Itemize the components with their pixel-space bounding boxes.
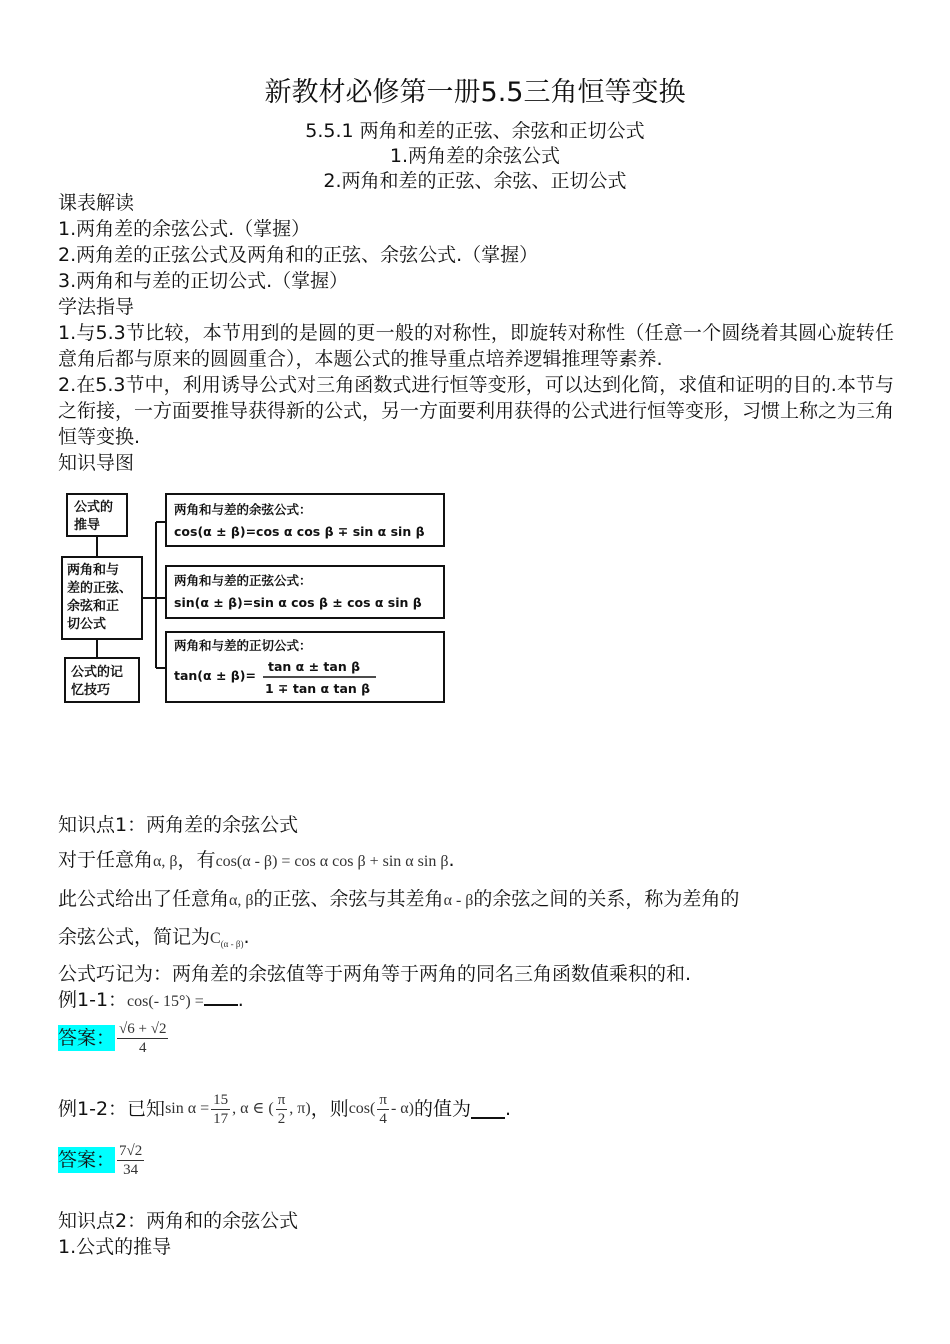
formulas-box-line: 差的正弦、 — [67, 581, 133, 596]
subsection-title-2: 2.两角和差的正弦、余弦、正切公式 — [323, 170, 627, 192]
section-subtitle: 5.5.1 两角和差的正弦、余弦和正切公式 — [305, 120, 645, 142]
formulas-box-line: 切公式 — [67, 617, 107, 632]
kp1-line-3: 余弦公式，简记为$C_{(\alpha - \beta)}$. — [58, 926, 250, 949]
tangent-formula-denominator: 1 ∓ tan α tan β — [265, 681, 371, 696]
study-guide-heading: 学法指导 — [58, 296, 135, 318]
answer-blank — [471, 1099, 505, 1119]
document-title: 新教材必修第一册5.5三角恒等变换 — [264, 77, 686, 108]
knowledge-map-diagram — [58, 488, 448, 708]
memory-tips-box-line: 忆技巧 — [71, 683, 111, 698]
tangent-formula-numerator: tan α ± tan β — [268, 659, 361, 674]
tangent-formula-title: 两角和与差的正切公式： — [174, 638, 312, 653]
curriculum-heading: 课表解读 — [58, 192, 135, 214]
curriculum-item: 3.两角和与差的正切公式.（掌握） — [58, 270, 349, 292]
curriculum-block — [58, 190, 894, 476]
curriculum-item: 1.两角差的余弦公式.（掌握） — [58, 218, 311, 240]
memory-tips-box-line: 公式的记 — [71, 665, 124, 680]
answer-fraction: $\frac{7√2}{34}$ — [119, 1142, 143, 1178]
subsection-title-1: 1.两角差的余弦公式 — [389, 145, 561, 167]
kp1-line-1: 对于任意角α, β，有cos(α - β) = cos α cos β + sin α sin β. — [58, 849, 455, 871]
answer-label: 答案： — [58, 1027, 116, 1049]
answer-blank — [204, 986, 238, 1006]
example-1-1-answer — [58, 1016, 894, 1060]
example-1-1: 例1-1：cos(- 15°) = . — [58, 986, 894, 1015]
formulas-box-line: 两角和与 — [67, 563, 120, 578]
derivation-box-line: 推导 — [74, 518, 101, 533]
cosine-formula: cos(α ± β)=cos α cos β ∓ sin α sin β — [174, 524, 425, 539]
formulas-box-line: 余弦和正 — [67, 599, 120, 614]
kp2-subheading: 1.公式的推导 — [58, 1236, 172, 1258]
sine-formula-title: 两角和与差的正弦公式： — [174, 573, 312, 588]
study-guide-paragraph-2: 2.在5.3节中，利用诱导公式对三角函数式进行恒等变形，可以达到化简，求值和证明的目的.本节与之衔接，一方面要推导获得新的公式，另一方面要利用获得的公式进行恒等变形，习惯上称之为三角恒等变换. — [58, 374, 895, 448]
knowledge-point-2-heading: 知识点2：两角和的余弦公式 — [58, 1210, 299, 1232]
kp1-line-4: 公式巧记为：两角差的余弦值等于两角等于两角的同名三角函数值乘积的和. — [58, 963, 692, 985]
tangent-formula-lhs: tan(α ± β)= — [174, 668, 256, 683]
knowledge-map-heading: 知识导图 — [58, 452, 135, 474]
angle-variables: α, β — [153, 853, 178, 870]
curriculum-item: 2.两角差的正弦公式及两角和的正弦、余弦公式.（掌握） — [58, 244, 539, 266]
sine-formula: sin(α ± β)=sin α cos β ± cos α sin β — [174, 595, 422, 610]
formula-symbol: C — [210, 930, 221, 947]
difference-cosine-formula: cos(α - β) = cos α cos β + sin α sin β — [215, 853, 449, 870]
knowledge-point-1-heading: 知识点1：两角差的余弦公式 — [58, 814, 299, 836]
study-guide-paragraph-1: 1.与5.3节比较，本节用到的是圆的更一般的对称性，即旋转对称性（任意一个圆绕着其圆心旋转任意角后都与原来的圆圆重合），本题公式的推导重点培养逻辑推理等素养. — [58, 322, 894, 370]
cosine-formula-title: 两角和与差的余弦公式： — [174, 502, 312, 517]
example-1-2-answer — [58, 1138, 894, 1182]
example-1-2: 例1-2： 已知 sin α = $\frac{15}{17}$ , α ∈ ( $\frac{\pi}{2}$ , π) ，则 cos( $\frac{\pi}{4}$ - α) 的值为 . — [58, 1091, 512, 1127]
answer-fraction: $\frac{√6 + √2}{4}$ — [119, 1020, 167, 1056]
derivation-box-line: 公式的 — [74, 500, 114, 515]
answer-label: 答案： — [58, 1149, 116, 1171]
kp1-line-2: 此公式给出了任意角α, β的正弦、余弦与其差角α - β的余弦之间的关系，称为差角的 — [58, 888, 740, 910]
